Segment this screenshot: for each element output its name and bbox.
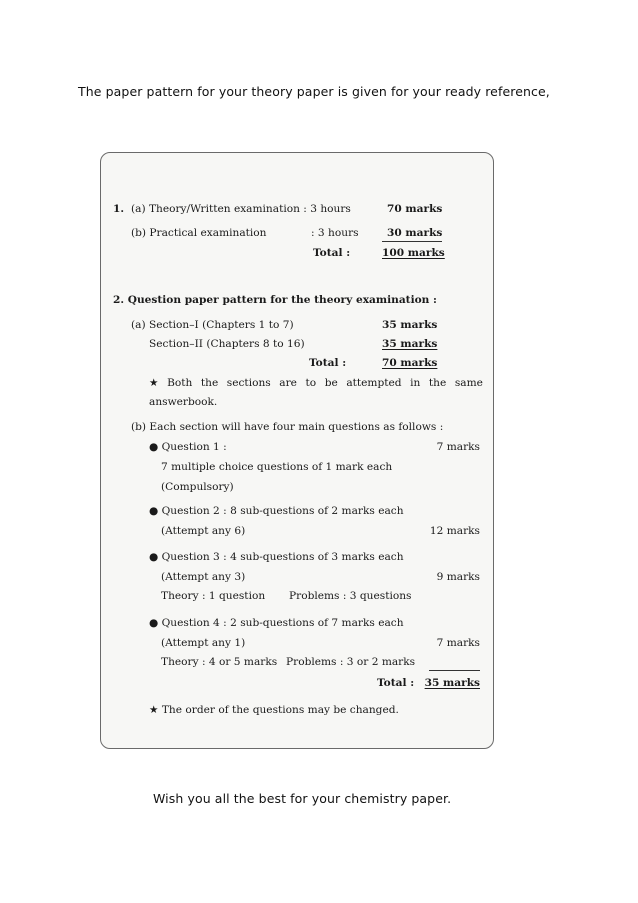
section-2b-total-label: Total : — [377, 677, 415, 689]
total-rule-2 — [429, 670, 480, 671]
section-i-label: (a) Section–I (Chapters 1 to 7) — [131, 319, 294, 331]
question-1-detail: 7 multiple choice questions of 1 mark each — [161, 461, 393, 473]
question-3-problems: Problems : 3 questions — [289, 590, 412, 602]
intro-text: The paper pattern for your theory paper is given for your ready reference, — [78, 84, 550, 99]
question-1-title: ● Question 1 : — [149, 441, 227, 453]
section-ii-marks: 35 marks — [382, 338, 438, 350]
question-3-attempt: (Attempt any 3) — [161, 571, 246, 583]
note-same-answerbook: ★ Both the sections are to be attempted in the same — [149, 377, 483, 389]
question-3-marks: 9 marks — [436, 571, 480, 583]
practical-exam-marks: 30 marks — [387, 227, 443, 239]
section-2a-total-label: Total : — [309, 357, 347, 369]
section-1-total-label: Total : — [313, 247, 351, 259]
section-2a-total-marks: 70 marks — [382, 357, 438, 369]
question-4-theory: Theory : 4 or 5 marks — [161, 656, 278, 668]
theory-exam-label: (a) Theory/Written examination : 3 hours — [131, 203, 351, 215]
question-3-title: ● Question 3 : 4 sub-questions of 3 marks each — [149, 551, 404, 563]
question-4-marks: 7 marks — [436, 637, 480, 649]
question-2-title: ● Question 2 : 8 sub-questions of 2 marks each — [149, 505, 404, 517]
question-4-problems: Problems : 3 or 2 marks — [286, 656, 416, 668]
section-ii-label: Section–II (Chapters 8 to 16) — [149, 338, 305, 350]
four-questions-intro: (b) Each section will have four main questions as follows : — [131, 421, 444, 433]
section-1-total-marks: 100 marks — [382, 247, 445, 259]
section-i-marks: 35 marks — [382, 319, 438, 331]
practical-exam-label: (b) Practical examination — [131, 227, 267, 239]
question-4-attempt: (Attempt any 1) — [161, 637, 246, 649]
note-order-changed: ★ The order of the questions may be changed. — [149, 704, 399, 716]
section-2-heading: 2. Question paper pattern for the theory examination : — [113, 294, 437, 306]
practical-exam-time: : 3 hours — [311, 227, 359, 239]
question-1-marks: 7 marks — [436, 441, 480, 453]
question-3-theory: Theory : 1 question — [161, 590, 266, 602]
section-2b-total-marks: 35 marks — [424, 677, 480, 689]
note-answerbook-cont: answerbook. — [149, 396, 218, 408]
question-2-marks: 12 marks — [429, 525, 480, 537]
theory-exam-marks: 70 marks — [387, 203, 443, 215]
paper-pattern-scan — [100, 152, 494, 749]
section-1-number: 1. — [113, 203, 125, 215]
question-1-compulsory: (Compulsory) — [161, 481, 234, 493]
question-4-title: ● Question 4 : 2 sub-questions of 7 marks each — [149, 617, 404, 629]
closing-text: Wish you all the best for your chemistry paper. — [153, 791, 452, 806]
total-rule-1 — [382, 241, 442, 242]
question-2-attempt: (Attempt any 6) — [161, 525, 246, 537]
